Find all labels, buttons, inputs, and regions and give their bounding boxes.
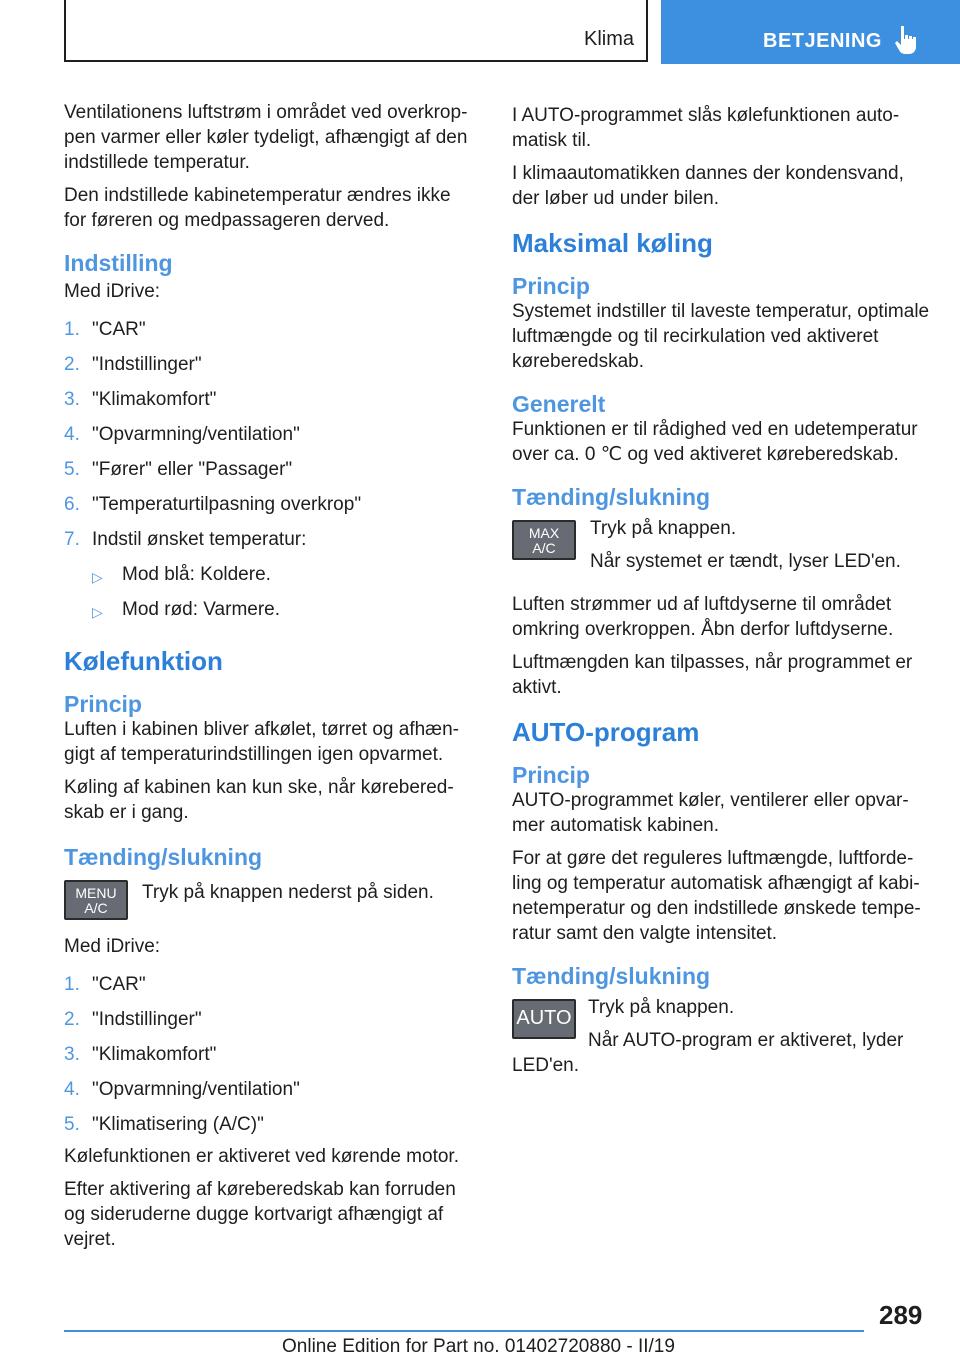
list-item: 3. "Klimakomfort" xyxy=(64,389,217,410)
paragraph: Med iDrive: xyxy=(64,936,161,957)
list-item: 1. "CAR" xyxy=(64,974,146,995)
heading-auto: AUTO-program xyxy=(512,717,700,747)
footer-edition: Online Edition for Part no. 01402720880 - II/19 xyxy=(282,1336,675,1357)
paragraph: Tryk på knappen. xyxy=(590,518,737,539)
max-ac-row xyxy=(512,516,932,582)
section-title: Klima xyxy=(583,28,634,50)
sub-list-item: ▷ Mod blå: Koldere. xyxy=(92,559,469,594)
paragraph: Luftmængden kan tilpasses, når programmet er aktivt. xyxy=(512,652,913,698)
paragraph: I klimaautomatikken dannes der kondensvand, der løber ud under bilen. xyxy=(512,163,904,209)
heading-princip: Princip xyxy=(512,762,590,788)
list-item: 7. Indstil ønsket temperatur: xyxy=(64,529,307,550)
paragraph: Luften i kabinen bliver afkølet, tørret og afhængigt af temperaturindstillingen igen opvarmet. xyxy=(64,719,459,765)
ac-list xyxy=(64,969,469,1144)
menu-ac-button-icon: MENU A/C xyxy=(64,880,128,920)
right-column xyxy=(512,103,932,1086)
paragraph: Tryk på knappen nederst på siden. xyxy=(142,882,434,903)
heading-tending: Tænding/slukning xyxy=(512,963,711,989)
paragraph: For at gøre det reguleres luftmængde, luftfordeling og temperatur automatisk afhængigt af kabinetemperatur og den indstillede ønskede temperatur samt den valgte intensitet. xyxy=(512,848,921,944)
list-item: 1. "CAR" xyxy=(64,319,146,340)
left-column xyxy=(64,100,469,1260)
paragraph: Luften strømmer ud af luftdyserne til området omkring overkroppen. Åbn derfor luftdyserne. xyxy=(512,594,894,640)
paragraph: Funktionen er til rådighed ved en udetemperatur over ca. 0 ℃ og ved aktiveret køreberedskab. xyxy=(512,419,918,465)
paragraph: Den indstillede kabinetemperatur ændres ikke for føreren og medpassageren derved. xyxy=(64,185,451,231)
heading-tending: Tænding/slukning xyxy=(64,844,263,870)
heading-generelt: Generelt xyxy=(512,391,606,417)
pointing-hand-icon xyxy=(893,24,921,56)
paragraph: Med iDrive: xyxy=(64,281,161,302)
auto-button-icon: AUTO xyxy=(512,999,576,1039)
list-item: 3. "Klimakomfort" xyxy=(64,1044,217,1065)
chapter-tab[interactable] xyxy=(661,0,960,64)
list-item: 5. "Klimatisering (A/C)" xyxy=(64,1114,264,1135)
paragraph: Kølefunktionen er aktiveret ved kørende motor. xyxy=(64,1146,459,1167)
max-ac-button-icon: MAX A/C xyxy=(512,520,576,560)
sub-list xyxy=(64,559,469,629)
heading-kolefunktion: Kølefunktion xyxy=(64,646,223,676)
list-item: 6. "Temperaturtilpasning overkrop" xyxy=(64,494,362,515)
triangle-bullet-icon: ▷ xyxy=(92,604,103,620)
heading-tending: Tænding/slukning xyxy=(512,484,711,510)
heading-maks: Maksimal køling xyxy=(512,228,713,258)
paragraph: Køling af kabinen kan kun ske, når køreberedskab er i gang. xyxy=(64,777,454,823)
paragraph: Systemet indstiller til laveste temperatur, optimale luftmængde og til recirkulation ved aktiveret køreberedskab. xyxy=(512,301,930,372)
paragraph: Efter aktivering af køreberedskab kan forruden og sideruderne dugge kortvarigt afhængigt af vejret. xyxy=(64,1179,456,1250)
list-item: 4. "Opvarmning/ventilation" xyxy=(64,1079,300,1100)
settings-list xyxy=(64,314,469,559)
list-item: 4. "Opvarmning/ventilation" xyxy=(64,424,300,445)
paragraph: Når systemet er tændt, lyser LED'en. xyxy=(590,551,901,572)
paragraph: Tryk på knappen. xyxy=(588,997,735,1018)
sub-list-item: ▷ Mod rød: Varmere. xyxy=(92,594,469,629)
auto-row xyxy=(512,995,932,1078)
footer-rule xyxy=(64,1330,864,1332)
paragraph: AUTO-programmet køler, ventilerer eller opvarmer automatisk kabinen. xyxy=(512,790,909,836)
heading-princip: Princip xyxy=(64,691,142,717)
paragraph: Ventilationens luftstrøm i området ved overkroppen varmer eller køler tydeligt, afhængigt af den indstillede temperatur. xyxy=(64,102,468,173)
page-number: 289 xyxy=(879,1300,923,1330)
menu-ac-row xyxy=(64,880,469,920)
list-item: 5. "Fører" eller "Passager" xyxy=(64,459,293,480)
paragraph: I AUTO-programmet slås kølefunktionen automatisk til. xyxy=(512,105,900,151)
paragraph: Når AUTO-program er aktiveret, lyder LED'en. xyxy=(512,1030,904,1076)
heading-indstilling: Indstilling xyxy=(64,250,173,276)
list-item: 2. "Indstillinger" xyxy=(64,1009,202,1030)
list-item: 2. "Indstillinger" xyxy=(64,354,202,375)
header-frame xyxy=(64,0,648,62)
heading-princip: Princip xyxy=(512,273,590,299)
triangle-bullet-icon: ▷ xyxy=(92,569,103,585)
chapter-label: BETJENING xyxy=(763,30,882,52)
